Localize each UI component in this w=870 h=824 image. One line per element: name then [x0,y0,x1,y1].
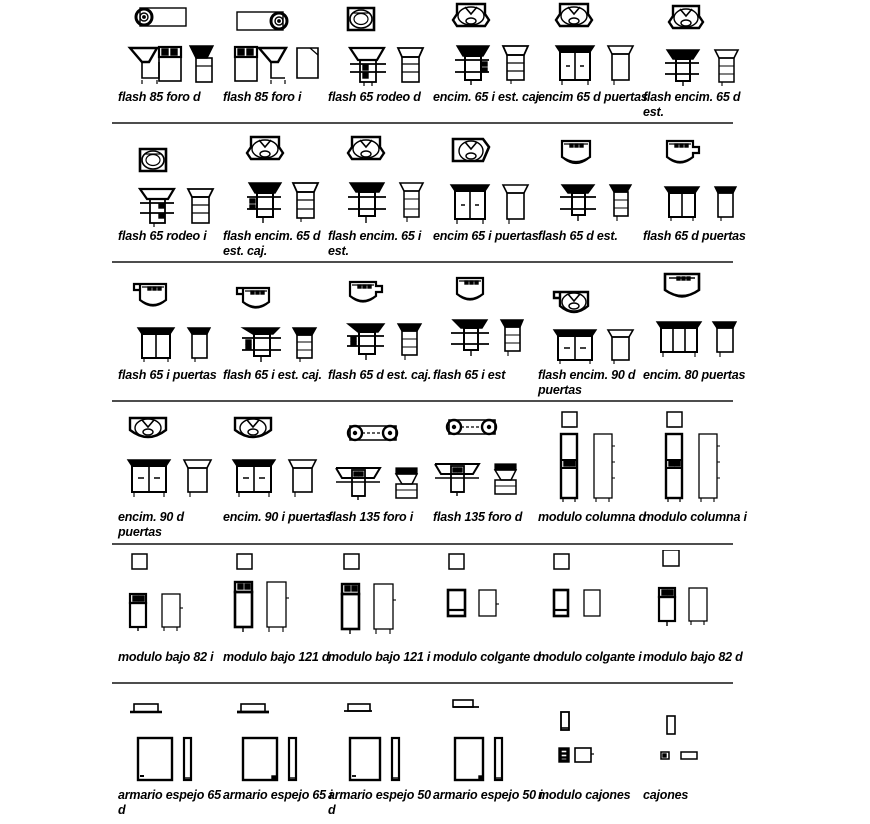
block-label: flash 65 rodeo d [328,90,421,104]
block-label: encim. 65 i est. caj. [433,90,543,104]
block-drawing-vanity-corner-basin-left [217,0,322,88]
block-label: flash 65 d est. caj. [328,368,431,382]
block-label: modulo colgante d [433,650,541,664]
block-label: armario espejo 65 d [118,788,221,817]
block-drawing-drawer-module [532,694,637,786]
block-drawing-countertop-shelf-right [637,0,742,88]
block-label: modulo columna i [643,510,747,524]
row-separator [112,122,733,124]
block-label: encim 65 i puertas [433,229,539,243]
block-label: encim. 90 d puertas [118,510,184,539]
block-label: flash 65 rodeo i [118,229,207,243]
block-label: encim 65 d puertas [538,90,648,104]
block-drawing-countertop-doors-right [532,0,637,88]
catalog-row [112,550,743,684]
block-drawing-countertop-shelf-left [322,133,427,227]
block-drawing-flash-shelf-right [532,133,637,227]
catalog-row [112,0,741,124]
block-drawing-double-basin-135-right [427,410,532,508]
block-label: modulo bajo 82 d [643,650,743,664]
block-drawing-countertop-doors-80 [637,272,742,366]
block-drawing-mirror-cabinet-65-right [112,694,217,786]
block-drawing-low-module-82-right [637,550,742,648]
block-drawing-low-module-121-left [322,550,427,648]
block-drawing-flash-shelf-left [427,272,532,366]
block-drawing-vanity-round-basin-right [322,0,427,88]
block-drawing-wall-module-right [427,550,532,648]
block-drawing-vanity-corner-basin-right [112,0,217,88]
catalog-row [112,133,746,263]
block-label: flash encim. 65 d est. caj. [223,229,321,258]
block-label: encim. 90 i puertas [223,510,332,524]
block-drawing-countertop-doors-90-left [217,410,322,508]
block-label: flash 85 foro i [223,90,302,104]
block-drawing-countertop-shelf-drawer-left [427,0,532,88]
block-drawing-vanity-round-basin-left [112,133,217,227]
block-label: armario espejo 50 i [433,788,543,802]
block-label: flash 65 d est. [538,229,618,243]
block-drawing-countertop-doors-left [427,133,532,227]
block-label: armario espejo 50 d [328,788,431,817]
block-label: flash 65 i est [433,368,506,382]
block-label: encim. 80 puertas [643,368,746,382]
row-separator [112,682,733,684]
row-separator [112,261,733,263]
block-label: flash 85 foro d [118,90,201,104]
catalog-row [112,694,733,822]
block-drawing-countertop-doors-90-right [532,272,637,366]
block-label: modulo bajo 121 i [328,650,431,664]
catalog-row [112,410,747,545]
block-drawing-tall-column-left [637,410,742,508]
block-label: modulo bajo 121 d [223,650,330,664]
block-drawing-countertop-shelf-drawer-right [217,133,322,227]
block-drawing-mirror-cabinet-50-left [427,694,532,786]
block-label: flash 65 i est. caj. [223,368,322,382]
block-label: flash 135 foro d [433,510,523,524]
block-drawing-flash-doors-right [637,133,742,227]
block-drawing-wall-module-left [532,550,637,648]
block-drawing-drawers [637,694,742,786]
block-drawing-flash-doors-left [112,272,217,366]
block-drawing-low-module-82-left [112,550,217,648]
block-label: modulo colgante i [538,650,642,664]
block-label: flash 65 d puertas [643,229,746,243]
row-separator [112,543,733,545]
block-label: cajones [643,788,689,802]
block-drawing-tall-column-right [532,410,637,508]
block-drawing-mirror-cabinet-65-left [217,694,322,786]
block-drawing-low-module-121-right [217,550,322,648]
block-label: flash encim. 65 d est. [643,90,741,119]
block-label: flash 65 i puertas [118,368,217,382]
block-label: modulo columna d [538,510,646,524]
block-drawing-countertop-doors-90-right [112,410,217,508]
catalog-row [112,272,746,402]
block-label: modulo bajo 82 i [118,650,214,664]
row-separator [112,400,733,402]
block-drawing-flash-shelf-drawer-left [217,272,322,366]
block-drawing-double-basin-135-left [322,410,427,508]
block-label: flash 135 foro i [328,510,414,524]
block-drawing-flash-shelf-drawer-right [322,272,427,366]
block-label: flash encim. 90 d puertas [538,368,636,397]
block-label: flash encim. 65 i est. [328,229,422,258]
block-label: armario espejo 65 i [223,788,333,802]
block-label: modulo cajones [538,788,631,802]
block-drawing-mirror-cabinet-50-right [322,694,427,786]
